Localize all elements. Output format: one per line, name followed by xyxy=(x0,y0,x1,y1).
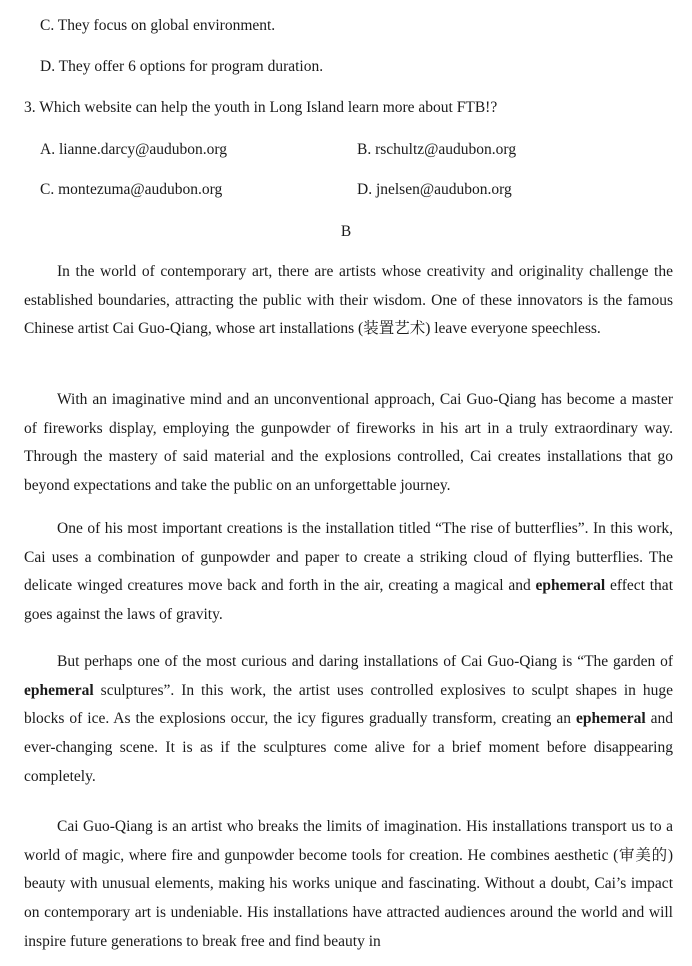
paragraph-5-text: Cai Guo-Qiang is an artist who breaks the limits of imagination. His installations transport us to a world of magic, where fire and gunpowder become tools for creation. He combines aesthetic (审美的) beauty with unusual elements, making his works unique and fascinating. Without a doubt, Cai’s impact on contemporary art is undeniable. His installations have attracted audiences around the world and will inspire future generations to break free and find beauty in xyxy=(24,818,673,950)
question-3-stem: 3. Which website can help the youth in Long Island learn more about FTB!? xyxy=(24,99,498,116)
paragraph-3-text-1: One of his most important creations is the installation titled “The rise of butterflies”. In this work, Cai uses a combination of gunpowder and paper to create a striking cloud of flying butterflies. The delicate winged creatures move back and forth in the air, creating a magical and xyxy=(24,520,673,595)
paragraph-3-text-2: effect that goes against the laws of gravity. xyxy=(24,577,673,624)
q2-option-d: D. They offer 6 options for program duration. xyxy=(40,58,324,75)
paragraph-3 xyxy=(24,515,673,630)
paragraph-1-text: In the world of contemporary art, there are artists whose creativity and originality challenge the established boundaries, attracting the public with their wisdom. One of these innovators is the famous Chinese artist Cai Guo-Qiang, whose art installations (装置艺术) leave everyone speechless. xyxy=(24,263,673,338)
paragraph-5 xyxy=(24,813,673,957)
paragraph-4-text-1: But perhaps one of the most curious and daring installations of Cai Guo-Qiang is “The garden of xyxy=(57,653,673,670)
paragraph-4-text-2: sculptures”. In this work, the artist uses controlled explosives to sculpt shapes in huge blocks of ice. As the explosions occur, the icy figures gradually transform, creating an xyxy=(24,681,673,728)
q3-option-a: A. lianne.darcy@audubon.org xyxy=(40,141,228,158)
q3-option-b: B. rschultz@audubon.org xyxy=(357,141,517,158)
paragraph-2-text: With an imaginative mind and an unconventional approach, Cai Guo-Qiang has become a master of fireworks display, employing the gunpowder of fireworks in his art in a truly extraordinary way. Through the mastery of said material and the explosions controlled, Cai creates installations that go beyond expectations and take the public on an unforgettable journey. xyxy=(24,391,673,495)
q2-option-c: C. They focus on global environment. xyxy=(40,17,276,34)
paragraph-1 xyxy=(24,258,673,344)
q3-option-c: C. montezuma@audubon.org xyxy=(40,181,223,198)
section-label: B xyxy=(340,223,352,240)
paragraph-4-text-3: and ever-changing scene. It is as if the sculptures come alive for a brief moment before disappearing completely. xyxy=(24,710,673,785)
paragraph-4-bold-word-1: ephemeral xyxy=(24,681,94,699)
paragraph-4 xyxy=(24,648,673,792)
paragraph-4-bold-word-2: ephemeral xyxy=(575,710,646,728)
paragraph-3-bold-word: ephemeral xyxy=(535,577,606,595)
paragraph-2 xyxy=(24,386,673,501)
q3-option-d: D. jnelsen@audubon.org xyxy=(357,181,512,198)
